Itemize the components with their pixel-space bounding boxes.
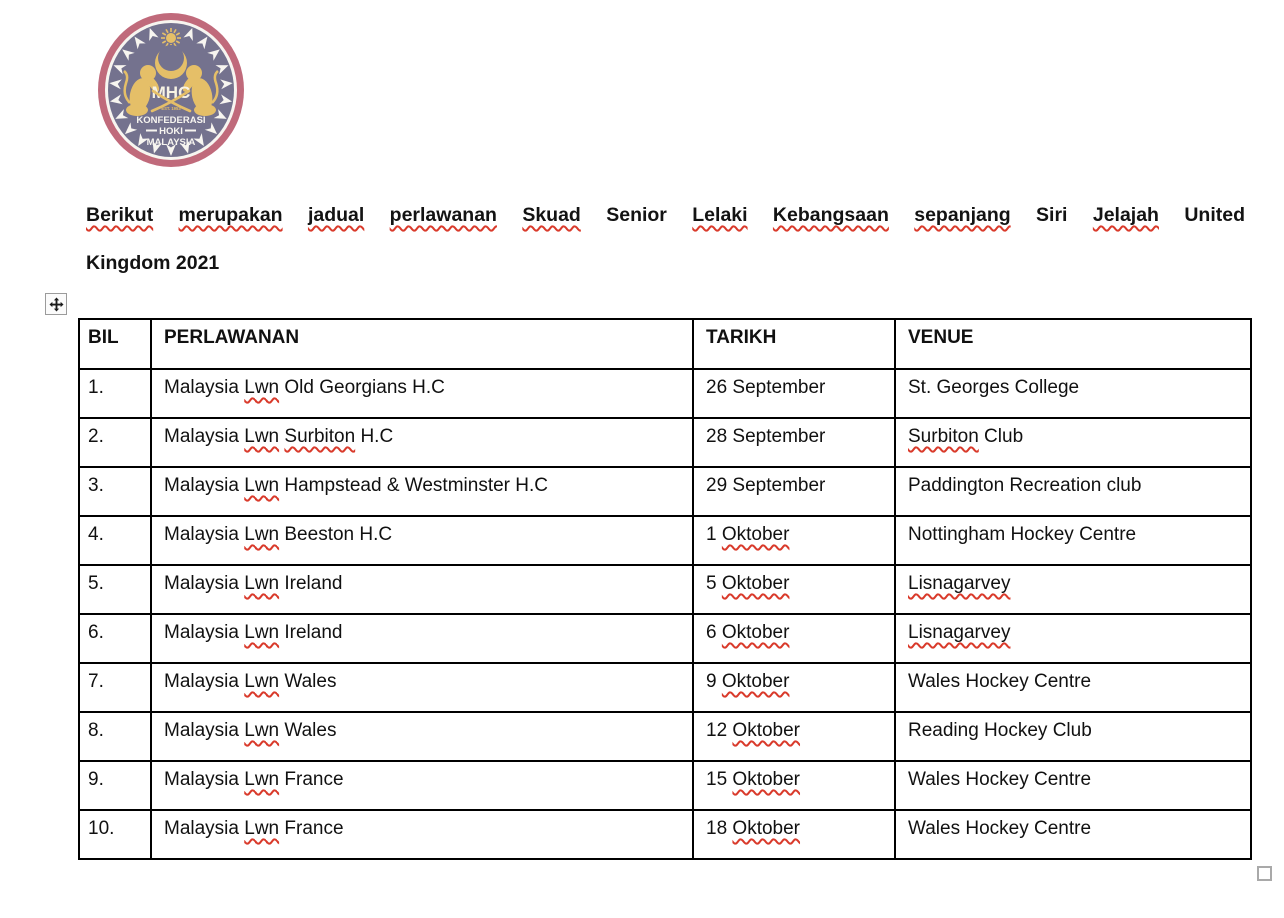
cell-tarikh [693,761,895,810]
text-segment: Club [978,426,1024,447]
misspelled-word: Lisnagarvey [908,573,1011,594]
text-segment: 29 September [706,475,826,496]
table-row [79,663,1251,712]
column-header-perlawanan: PERLAWANAN [151,319,693,369]
cell-tarikh [693,418,895,467]
four-way-arrow-icon [49,297,64,312]
cell-perlawanan [151,369,693,418]
cell-bil: 2. [79,418,151,467]
misspelled-word: Skuad [522,204,581,226]
cell-venue [895,418,1251,467]
text-segment: 5 [706,573,722,594]
cell-perlawanan [151,614,693,663]
cell-bil: 10. [79,810,151,859]
heading-line-2: Kingdom 2021 [86,252,220,274]
text-segment: Malaysia [164,524,245,545]
misspelled-word: Lwn [244,818,280,839]
logo-monogram: MHC [151,83,191,102]
text-segment: 12 [706,720,733,741]
logo-org-line1: KONFEDERASI [136,115,206,126]
misspelled-word: Oktober [732,818,801,839]
cell-perlawanan [151,467,693,516]
misspelled-word: jadual [307,204,365,226]
text-segment: 28 September [706,426,826,447]
cell-bil: 5. [79,565,151,614]
misspelled-word: Oktober [732,769,801,790]
cell-tarikh [693,467,895,516]
text-segment: 26 September [706,377,826,398]
cell-venue [895,467,1251,516]
cell-perlawanan [151,663,693,712]
text-segment: France [279,818,344,839]
misspelled-word: Surbiton [908,426,979,447]
text-segment: Malaysia [164,426,245,447]
table-row [79,516,1251,565]
text-segment: 9 [706,671,722,692]
cell-tarikh [693,614,895,663]
text-segment: United [1184,204,1246,226]
cell-perlawanan [151,516,693,565]
logo-org-line2: HOKI [159,126,183,137]
cell-bil: 6. [79,614,151,663]
misspelled-word: Lisnagarvey [908,622,1011,643]
text-segment: Paddington Recreation club [908,475,1142,496]
text-segment: 6 [706,622,722,643]
text-segment: Ireland [279,573,343,594]
misspelled-word: Lwn [244,524,280,545]
text-segment: Senior [606,204,667,226]
table-row [79,369,1251,418]
cell-tarikh [693,369,895,418]
text-segment: Wales [279,671,337,692]
table-header-row [79,319,1251,369]
cell-tarikh [693,810,895,859]
text-segment: Malaysia [164,818,245,839]
table-row [79,712,1251,761]
cell-venue [895,369,1251,418]
logo-org-line3: MALAYSIA [146,137,196,148]
misspelled-word: Lelaki [692,204,748,226]
cell-tarikh [693,712,895,761]
table-row [79,810,1251,859]
cell-venue [895,712,1251,761]
table-move-handle[interactable] [45,293,67,315]
misspelled-word: Lwn [244,426,280,447]
misspelled-word: Lwn [244,720,280,741]
table-resize-handle[interactable] [1257,866,1272,881]
column-header-tarikh: TARIKH [693,319,895,369]
text-segment: Wales Hockey Centre [908,671,1092,692]
misspelled-word: Lwn [244,622,280,643]
cell-venue [895,810,1251,859]
cell-venue [895,663,1251,712]
misspelled-word: Lwn [244,377,280,398]
misspelled-word: Oktober [721,524,790,545]
text-segment: Malaysia [164,573,245,594]
table-row [79,467,1251,516]
cell-tarikh [693,516,895,565]
misspelled-word: Lwn [244,671,280,692]
text-segment: Siri [1036,204,1068,226]
misspelled-word: Oktober [721,622,790,643]
cell-bil: 1. [79,369,151,418]
cell-venue [895,516,1251,565]
column-header-bil: BIL [79,319,151,369]
column-header-venue: VENUE [895,319,1251,369]
text-segment: Malaysia [164,377,245,398]
misspelled-word: Lwn [244,769,280,790]
misspelled-word: perlawanan [389,204,497,226]
text-segment: H.C [355,426,394,447]
misspelled-word: Oktober [721,671,790,692]
misspelled-word: Jelajah [1092,204,1159,226]
cell-perlawanan [151,810,693,859]
cell-tarikh [693,663,895,712]
text-segment: Nottingham Hockey Centre [908,524,1137,545]
text-segment: Malaysia [164,671,245,692]
text-segment: Malaysia [164,769,245,790]
text-segment: Hampstead & Westminster H.C [279,475,549,496]
misspelled-word: Surbiton [284,426,356,447]
cell-bil: 9. [79,761,151,810]
text-segment: Wales Hockey Centre [908,818,1092,839]
misspelled-word: Oktober [732,720,801,741]
text-segment: Malaysia [164,720,245,741]
logo-est-text: EST. 1953 [161,106,181,111]
table-row [79,418,1251,467]
match-schedule-table [78,318,1252,860]
cell-venue [895,565,1251,614]
cell-tarikh [693,565,895,614]
cell-venue [895,761,1251,810]
cell-perlawanan [151,565,693,614]
text-segment: St. Georges College [908,377,1080,398]
misspelled-word: Lwn [244,475,280,496]
table-row [79,761,1251,810]
text-segment: 15 [706,769,733,790]
text-segment: Wales [279,720,337,741]
misspelled-word: Berikut [86,204,154,226]
misspelled-word: merupakan [178,204,283,226]
cell-bil: 8. [79,712,151,761]
cell-bil: 7. [79,663,151,712]
text-segment: Malaysia [164,622,245,643]
text-segment: Beeston H.C [279,524,393,545]
heading-line-1 [86,201,1245,229]
text-segment: Wales Hockey Centre [908,769,1092,790]
text-segment: France [279,769,344,790]
misspelled-word: Lwn [244,573,280,594]
cell-perlawanan [151,712,693,761]
misspelled-word: Kebangsaan [772,204,889,226]
table-row [79,565,1251,614]
text-segment: Ireland [279,622,343,643]
cell-perlawanan [151,418,693,467]
misspelled-word: sepanjang [914,204,1011,226]
misspelled-word: Oktober [721,573,790,594]
text-segment: Reading Hockey Club [908,720,1092,741]
cell-bil: 4. [79,516,151,565]
heading-paragraph [86,201,1245,277]
cell-perlawanan [151,761,693,810]
text-segment: Old Georgians H.C [279,377,445,398]
text-segment: 1 [706,524,722,545]
text-segment: Malaysia [164,475,245,496]
text-segment: 18 [706,818,733,839]
cell-bil: 3. [79,467,151,516]
mhc-crest-logo [96,11,246,169]
cell-venue [895,614,1251,663]
table-row [79,614,1251,663]
